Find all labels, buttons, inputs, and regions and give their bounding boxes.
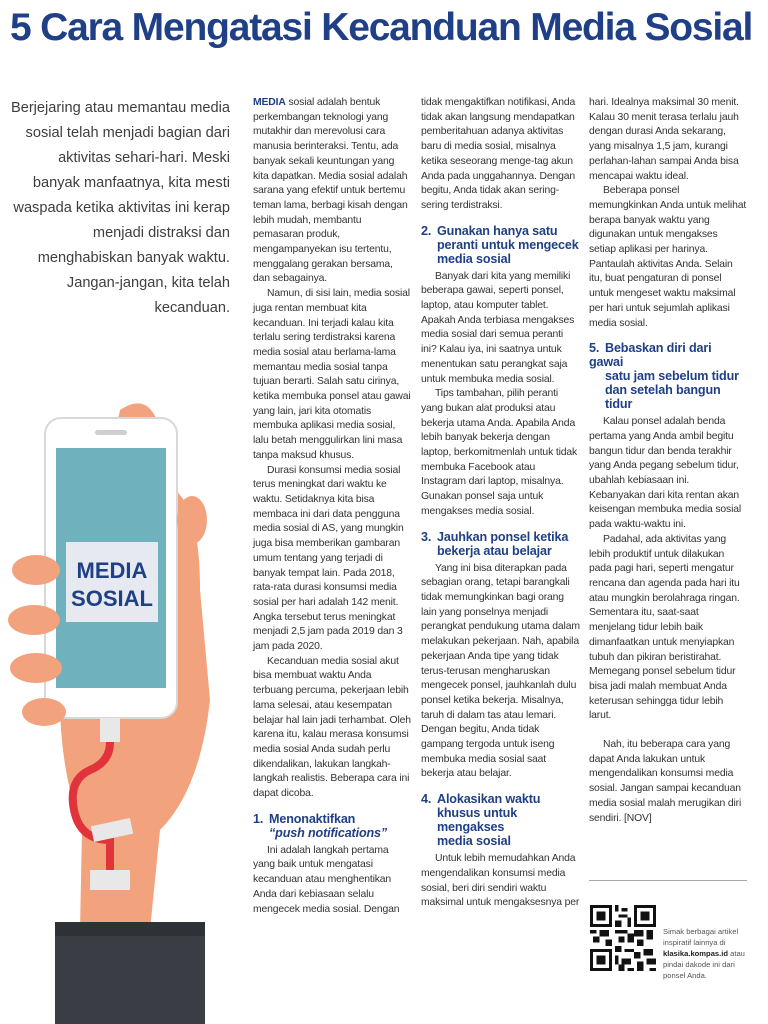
finger-2 (8, 605, 60, 635)
section-title: Bebaskan diri dari gawai (589, 341, 712, 370)
finger-3 (10, 653, 62, 683)
section-title: khusus untuk mengakses (437, 806, 518, 835)
section-number: 1. (253, 811, 264, 826)
paragraph: tidak mengaktifkan notifikasi, Anda tidak akan langsung mendapatkan pemberitahuan adanya aktivitas baru di media sosial, misalnya ketika seseorang menge-tag akun Anda pada unggahannya. Dengan begitu, Anda tidak akan sering-sering terdistraksi. (421, 97, 576, 211)
paragraph: Durasi konsumsi media sosial terus meningkat dari waktu ke waktu. Setidaknya kita bisa membaca ini dari data pengguna media sosial di AS, yang mungkin juga bisa memberikan gambaran umum tentang yang terjadi di banyak tempat lain. Pada 2018, rata-rata durasi konsumsi media sosial per hari adalah 142 menit. Angka tersebut terus meningkat menjadi 2,5 jam pada 2019 dan 3 jam pada 2020. (253, 464, 404, 653)
section-title: Gunakan hanya satu (437, 223, 558, 238)
section-heading-2 (421, 224, 581, 266)
section-title: satu jam sebelum tidur (605, 369, 739, 384)
section-title: “push notifications” (269, 825, 388, 840)
section-number: 5. (589, 341, 600, 356)
section-title: peranti untuk mengecek (437, 237, 579, 252)
qr-caption-text: Simak berbagai artikel inspiratif lainnya di (663, 927, 739, 947)
thumb (177, 496, 207, 544)
section-heading-4 (421, 792, 581, 848)
paragraph: Kalau ponsel adalah benda pertama yang Anda ambil begitu bangun tidur dan benda terakhir yang Anda pegang sebelum tidur, ubahlah kebiasaan ini. Kebanyakan dari kita rentan akan keisengan membuka media sosial pada waktu-waktu ini. (589, 416, 742, 531)
paragraph: Padahal, ada aktivitas yang lebih produktif untuk dilakukan pada pagi hari, seperti mengatur rencana dan agenda pada hari itu atau mungkin berolahraga ringan. Sementara itu, saat-saat menjelang tidur lebih baik dimanfaatkan untuk menyiapkan tubuh dan pikiran beristirahat. Memegang ponsel sebelum tidur bisa jadi malah membuat Anda keterusan sehingga tidur lebih larut. (589, 533, 740, 722)
footer-divider (589, 880, 747, 881)
section-number: 2. (421, 223, 432, 238)
section-title: Alokasikan waktu (437, 792, 541, 807)
cable-plug (100, 718, 120, 742)
section-title: Jauhkan ponsel ketika (437, 529, 569, 544)
column-3 (589, 96, 747, 826)
qr-caption-link[interactable]: klasika.kompas.id (663, 949, 729, 958)
paragraph (253, 96, 411, 287)
lead-word: MEDIA (253, 97, 286, 108)
section-heading-1 (253, 812, 411, 840)
paragraph: hari. Idealnya maksimal 30 menit. Kalau 30 menit terasa terlalu jauh dengan durasi Anda sekarang, yang misalnya 1,5 jam, kurangi perlahan-lahan sampai Anda bisa mencapai waktu ideal. (589, 97, 739, 182)
paragraph: Beberapa ponsel memungkinkan Anda untuk melihat berapa banyak waktu yang digunakan untuk mengakses setiap aplikasi per harinya. Pantaulah aktivitas Anda. Selain itu, buat pengaturan di ponsel untuk mengeset waktu maksimal per hari untuk sejumlah aplikasi media sosial. (589, 185, 747, 329)
section-title: dan setelah bangun tidur (605, 383, 721, 412)
phone-hand-illustration (0, 370, 245, 1024)
section-title: media sosial (437, 834, 511, 849)
article-lede: Berjejaring atau memantau media sosial telah menjadi bagian dari aktivitas sehari-hari. Meski banyak manfaatnya, kita mesti waspada ketika aktivitas ini kerap menjadi distraksi dan menghabiskan banyak waktu. Jangan-jangan, kita telah kecanduan. (10, 100, 230, 316)
sleeve (55, 922, 205, 1024)
paragraph: Tips tambahan, pilih peranti yang bukan alat produksi atau bekerja utama Anda. Apabila Anda lebih banyak bekerja dengan laptop, berkomitmenlah untuk tidak membuka Facebook atau Instagram dari laptop, misalnya. Gunakan ponsel saja untuk mengakses media sosial. (421, 388, 578, 517)
cable-clip-2 (90, 870, 130, 890)
sleeve-cuff (55, 922, 205, 936)
phone-speaker (95, 430, 127, 435)
paragraph: Namun, di sisi lain, media sosial juga rentan membuat kita kecanduan. Ini terjadi kalau kita terlalu sering terdistraksi karena media sosial atau berlama-lama memantau media sosial tanpa tujuan berarti. Salah satu cirinya, ketika membuka ponsel atau gawai yang lain, jari kita otomatis membuka aplikasi media sosial, lalu betah menggulirkan lini masa tanpa maksud khusus. (253, 288, 411, 461)
closing-paragraph: Nah, itu beberapa cara yang dapat Anda lakukan untuk mengendalikan konsumsi media sosial. Jangan sampai kecanduan media sosial malah merugikan diri sendiri. [NOV] (589, 739, 742, 824)
section-title: bekerja atau belajar (437, 543, 552, 558)
section-number: 3. (421, 529, 432, 544)
paragraph-text: sosial adalah bentuk perkembangan teknologi yang mutakhir dan merevolusi cara manusia berinteraksi. Tentu, ada banyak sekali keuntungan yang kita dapatkan. Media sosial adalah sarana yang efektif untuk bertemu teman lama, berbagi kisah dengan lebih mudah, membantu pemasaran produk, mengampanyekan isu tertentu, menggalang gerakan bersama, dan sebagainya. (253, 97, 408, 285)
paragraph: Untuk lebih memudahkan Anda mengendalikan konsumsi media sosial, beri diri sendiri waktu maksimal untuk mengaksesnya per (421, 853, 580, 909)
section-heading-5 (589, 341, 747, 411)
article-title: 5 Cara Mengatasi Kecanduan Media Sosial (10, 6, 753, 49)
qr-caption (663, 926, 758, 981)
section-title: media sosial (437, 251, 511, 266)
paragraph: Banyak dari kita yang memiliki beberapa gawai, seperti ponsel, laptop, atau komputer tablet. Apakah Anda terbiasa mengakses media sosial dari semua peranti ini? Kalau iya, ini saatnya untuk menentukan satu perangkat saja untuk membuka media sosial. (421, 270, 575, 385)
qr-caption-text: atau pindai dakode ini dari ponsel Anda. (663, 949, 745, 980)
paragraph: Ini adalah langkah pertama yang baik untuk mengatasi kecanduan atau menghentikan Anda dari kebiasaan selalu mengecek media sosial. Dengan (253, 844, 400, 915)
paragraph: Yang ini bisa diterapkan pada sebagian orang, tetapi barangkali tidak memungkinkan bagi orang lain yang ponselnya menjadi perangkat pendukung utama dalam melakukan pekerjaan. Nah, apabila pekerjaan Anda tipe yang tidak terus-terusan mengharuskan mengecek ponsel, jauhkanlah dulu ponsel ketika bekerja. Misalnya, taruh di dalam tas atau lemari. Dengan begitu, Anda tidak gampang tergoda untuk iseng membuka media sosial saat bekerja atau belajar. (421, 562, 580, 780)
section-heading-3 (421, 530, 581, 558)
finger-1 (12, 555, 60, 585)
paragraph: Kecanduan media sosial akut bisa membuat waktu Anda terbuang percuma, pekerjaan lebih lama selesai, atau kesempatan belajar hal lain jadi terhambat. Oleh karena itu, kalau merasa konsumsi media sosial Anda sudah perlu dikendalikan, lakukan langkah-langkah realistis. Beberapa cara ini dapat dicoba. (253, 655, 411, 800)
column-1 (253, 96, 411, 917)
finger-4 (22, 698, 66, 726)
column-2 (421, 96, 581, 911)
qr-code-icon[interactable] (590, 905, 656, 971)
media-label-line2: SOSIAL (71, 586, 153, 611)
section-title: Menonaktifkan (269, 811, 356, 826)
media-label-line1: MEDIA (76, 558, 148, 583)
section-number: 4. (421, 792, 432, 807)
